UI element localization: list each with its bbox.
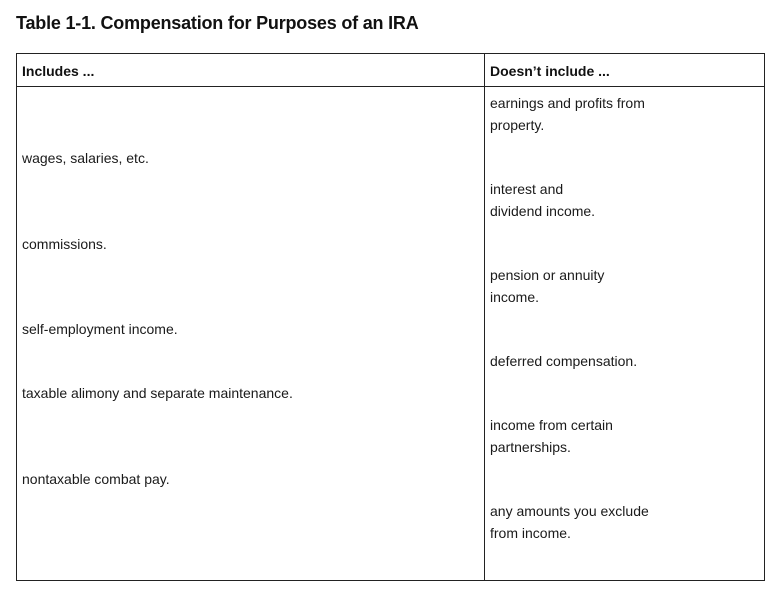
excludes-item-deferred: deferred compensation. <box>490 353 638 369</box>
includes-item-wages: wages, salaries, etc. <box>22 150 149 166</box>
header-divider <box>17 86 764 87</box>
column-divider <box>484 54 485 580</box>
includes-item-commissions: commissions. <box>22 236 107 252</box>
header-includes: Includes ... <box>22 63 95 79</box>
compensation-table <box>16 53 765 581</box>
includes-item-alimony: taxable alimony and separate maintenance. <box>22 385 293 401</box>
excludes-item-interest: interest and dividend income. <box>490 181 596 219</box>
excludes-item-pension: pension or annuity income. <box>490 267 605 305</box>
includes-item-self-employment: self-employment income. <box>22 321 178 337</box>
header-doesnt-include: Doesn’t include ... <box>490 63 610 79</box>
excludes-item-partnerships: income from certain partnerships. <box>490 417 613 455</box>
table-title: Table 1-1. Compensation for Purposes of an IRA <box>16 13 419 33</box>
excludes-item-earnings: earnings and profits from property. <box>490 95 645 133</box>
excludes-item-excluded-amounts: any amounts you exclude from income. <box>490 503 649 541</box>
includes-item-combat-pay: nontaxable combat pay. <box>22 471 170 487</box>
